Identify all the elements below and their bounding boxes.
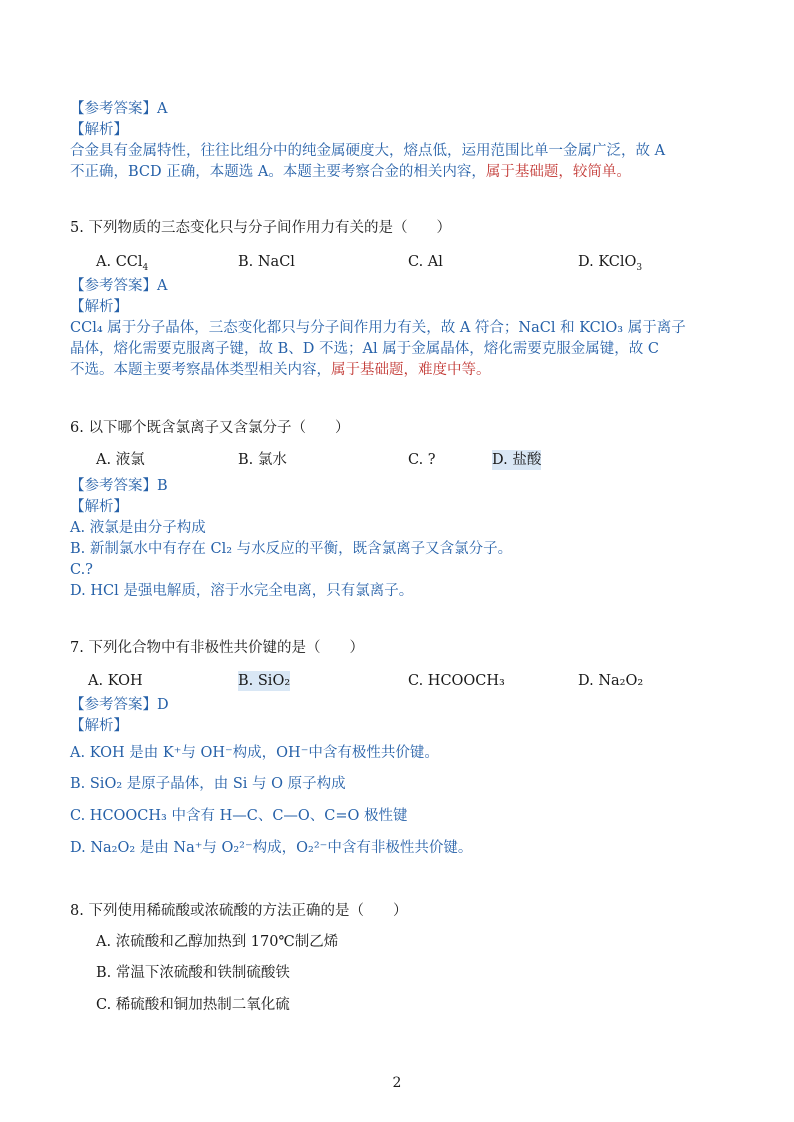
q4-analysis-line2-blue: 不正确，BCD 正确，本题选 A。本题主要考察合金的相关内容，: [70, 164, 486, 180]
q7-analysis-label: 【解析】: [70, 718, 128, 734]
page-number: 2: [392, 1075, 402, 1091]
q6-analysis-c: C.?: [70, 562, 93, 578]
q6-answer: 【参考答案】B: [70, 478, 168, 494]
q7-option-b: B. SiO₂: [238, 673, 291, 689]
q8-option-c: C. 稀硫酸和铜加热制二氧化硫: [96, 997, 290, 1013]
q5-analysis-label: 【解析】: [70, 299, 128, 315]
q6-analysis-a: A. 液氯是由分子构成: [70, 520, 206, 536]
q8-option-b: B. 常温下浓硫酸和铁制硫酸铁: [96, 965, 290, 981]
q7-options: [88, 671, 728, 691]
q5-stem: 5. 下列物质的三态变化只与分子间作用力有关的是（ ）: [70, 220, 451, 236]
q6-analysis-b: B. 新制氯水中有存在 Cl₂ 与水反应的平衡，既含氯离子又含氯分子。: [70, 541, 513, 557]
q4-answer: 【参考答案】A: [70, 101, 168, 117]
q6-analysis-d: D. HCl 是强电解质，溶于水完全电离，只有氯离子。: [70, 583, 414, 599]
q7-analysis-c: C. HCOOCH₃ 中含有 H—C、C—O、C=O 极性键: [70, 808, 408, 824]
q6-analysis-label: 【解析】: [70, 499, 128, 515]
q5-options: [96, 252, 736, 272]
q4-analysis-line1: 合金具有金属特性，往往比组分中的纯金属硬度大，熔点低，运用范围比单一金属广泛，故 A: [70, 143, 666, 159]
q7-option-c: C. HCOOCH₃: [408, 673, 505, 689]
q8-option-a: A. 浓硫酸和乙醇加热到 170℃制乙烯: [96, 934, 339, 950]
q4-analysis-line2: [70, 162, 734, 182]
q5-option-b: B. NaCl: [238, 254, 295, 270]
q7-answer: 【参考答案】D: [70, 697, 169, 713]
q7-analysis-d: D. Na₂O₂ 是由 Na⁺与 O₂²⁻构成，O₂²⁻中含有非极性共价键。: [70, 840, 473, 856]
q6-option-b: B. 氯水: [238, 452, 287, 468]
q5-analysis-line3-blue: 不选。本题主要考察晶体类型相关内容，: [70, 362, 331, 378]
q6-option-c: C. ?: [408, 452, 436, 468]
q7-analysis-a: A. KOH 是由 K⁺与 OH⁻构成，OH⁻中含有极性共价键。: [70, 745, 439, 761]
q7-analysis-b: B. SiO₂ 是原子晶体，由 Si 与 O 原子构成: [70, 776, 346, 792]
q5-answer: 【参考答案】A: [70, 278, 168, 294]
q5-option-c: C. Al: [408, 254, 443, 270]
q4-analysis-label: 【解析】: [70, 122, 128, 138]
q6-options: [96, 450, 736, 470]
q5-analysis-line3-red: 属于基础题，难度中等。: [331, 362, 491, 378]
q7-option-d: D. Na₂O₂: [578, 673, 644, 689]
q5-option-d: D. KClO$_3$: [578, 254, 643, 273]
q5-option-a: A. CCl$_4$: [96, 254, 149, 273]
q6-option-d: D. 盐酸: [492, 452, 542, 468]
q5-analysis-line3: [70, 360, 734, 380]
q7-option-a: A. KOH: [88, 673, 143, 689]
q6-stem: 6. 以下哪个既含氯离子又含氯分子（ ）: [70, 420, 350, 436]
q6-option-a: A. 液氯: [96, 452, 145, 468]
q5-analysis-line2: 晶体，熔化需要克服离子键，故 B、D 不选；Al 属于金属晶体，熔化需要克服金属键，故 C: [70, 341, 659, 357]
q5-analysis-line1: CCl₄ 属于分子晶体，三态变化都只与分子间作用力有关，故 A 符合；NaCl 和 KClO₃ 属于离子: [70, 320, 686, 336]
q7-stem: 7. 下列化合物中有非极性共价键的是（ ）: [70, 640, 364, 656]
q4-analysis-line2-red: 属于基础题，较简单。: [485, 164, 631, 180]
q8-stem: 8. 下列使用稀硫酸或浓硫酸的方法正确的是（ ）: [70, 903, 408, 919]
